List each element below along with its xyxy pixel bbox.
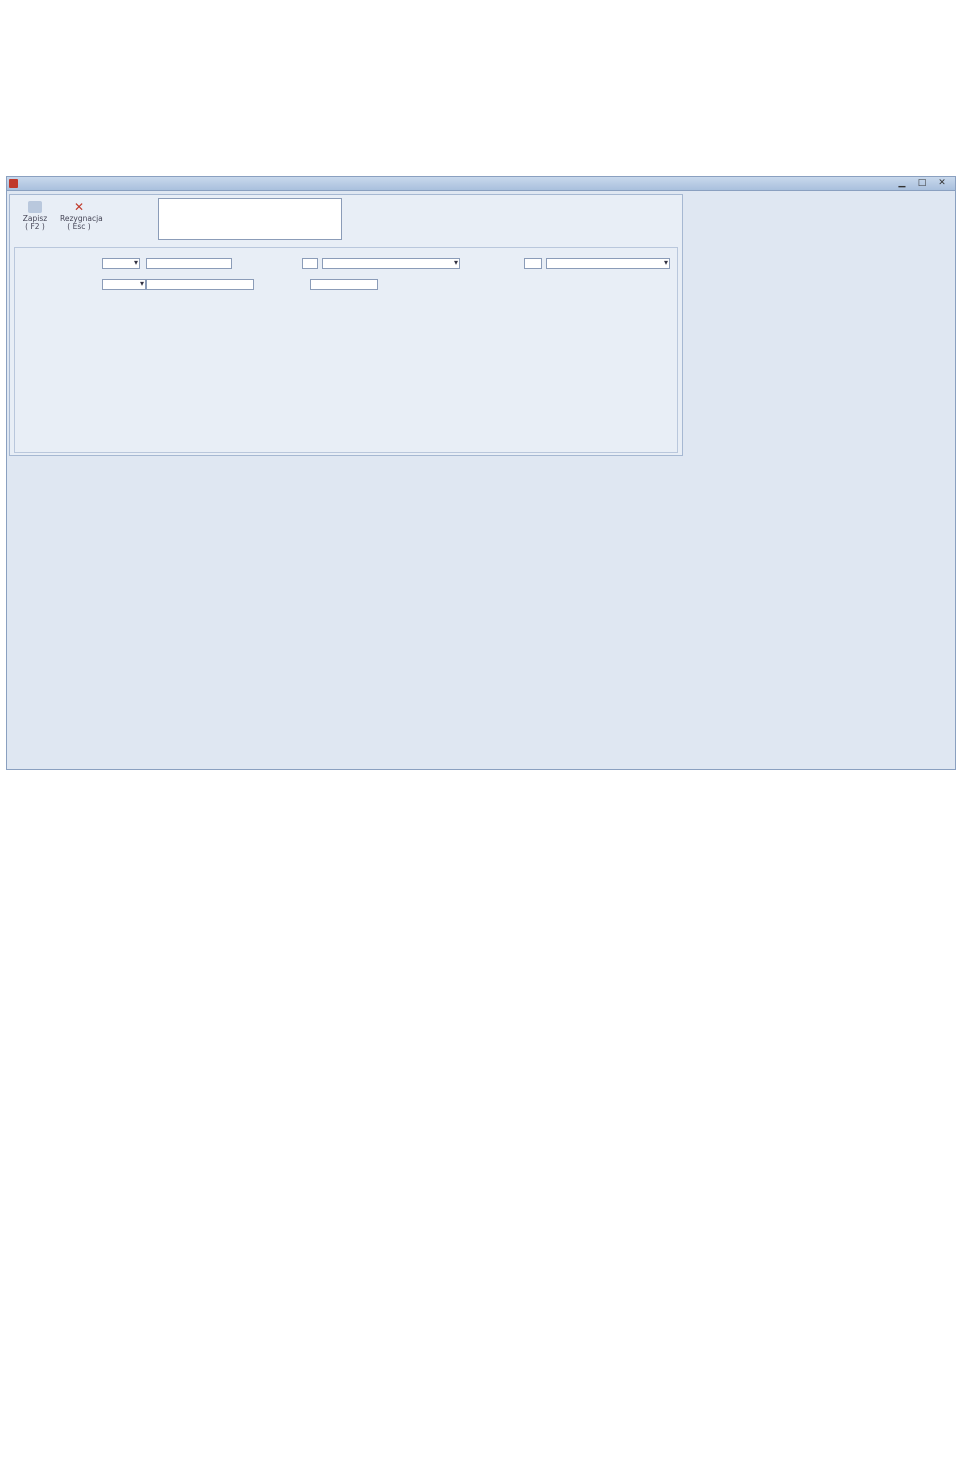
- cancel-icon: ✕: [73, 200, 85, 214]
- rodz-dok-code[interactable]: [524, 258, 542, 269]
- typ-dok-code[interactable]: [302, 258, 318, 269]
- dokument-group: [14, 247, 678, 453]
- kontrahent-box: [158, 198, 342, 240]
- window-titlebar: [7, 177, 955, 191]
- save-icon: [28, 201, 42, 213]
- konto-kontr-input[interactable]: [146, 258, 232, 269]
- konto-kontr-select[interactable]: [102, 258, 140, 269]
- minimize-icon[interactable]: ▁: [898, 178, 906, 188]
- zapisz-label: Zapisz ( F2 ): [22, 214, 48, 231]
- nr-dok-input[interactable]: [310, 279, 378, 290]
- zapisz-button[interactable]: [16, 199, 54, 235]
- kod-dok-number[interactable]: [146, 279, 254, 290]
- typ-dok-select[interactable]: [322, 258, 460, 269]
- kod-dok-select[interactable]: [102, 279, 146, 290]
- app-window-screenshot: [6, 176, 956, 770]
- rodz-dok-select[interactable]: [546, 258, 670, 269]
- maximize-icon[interactable]: □: [917, 178, 927, 188]
- app-icon: [9, 179, 18, 188]
- rezygnacja-label: Rezygnacja ( Esc ): [60, 214, 103, 231]
- header-panel: [9, 194, 683, 456]
- rezygnacja-button[interactable]: [60, 199, 103, 235]
- close-icon[interactable]: ✕: [938, 178, 946, 188]
